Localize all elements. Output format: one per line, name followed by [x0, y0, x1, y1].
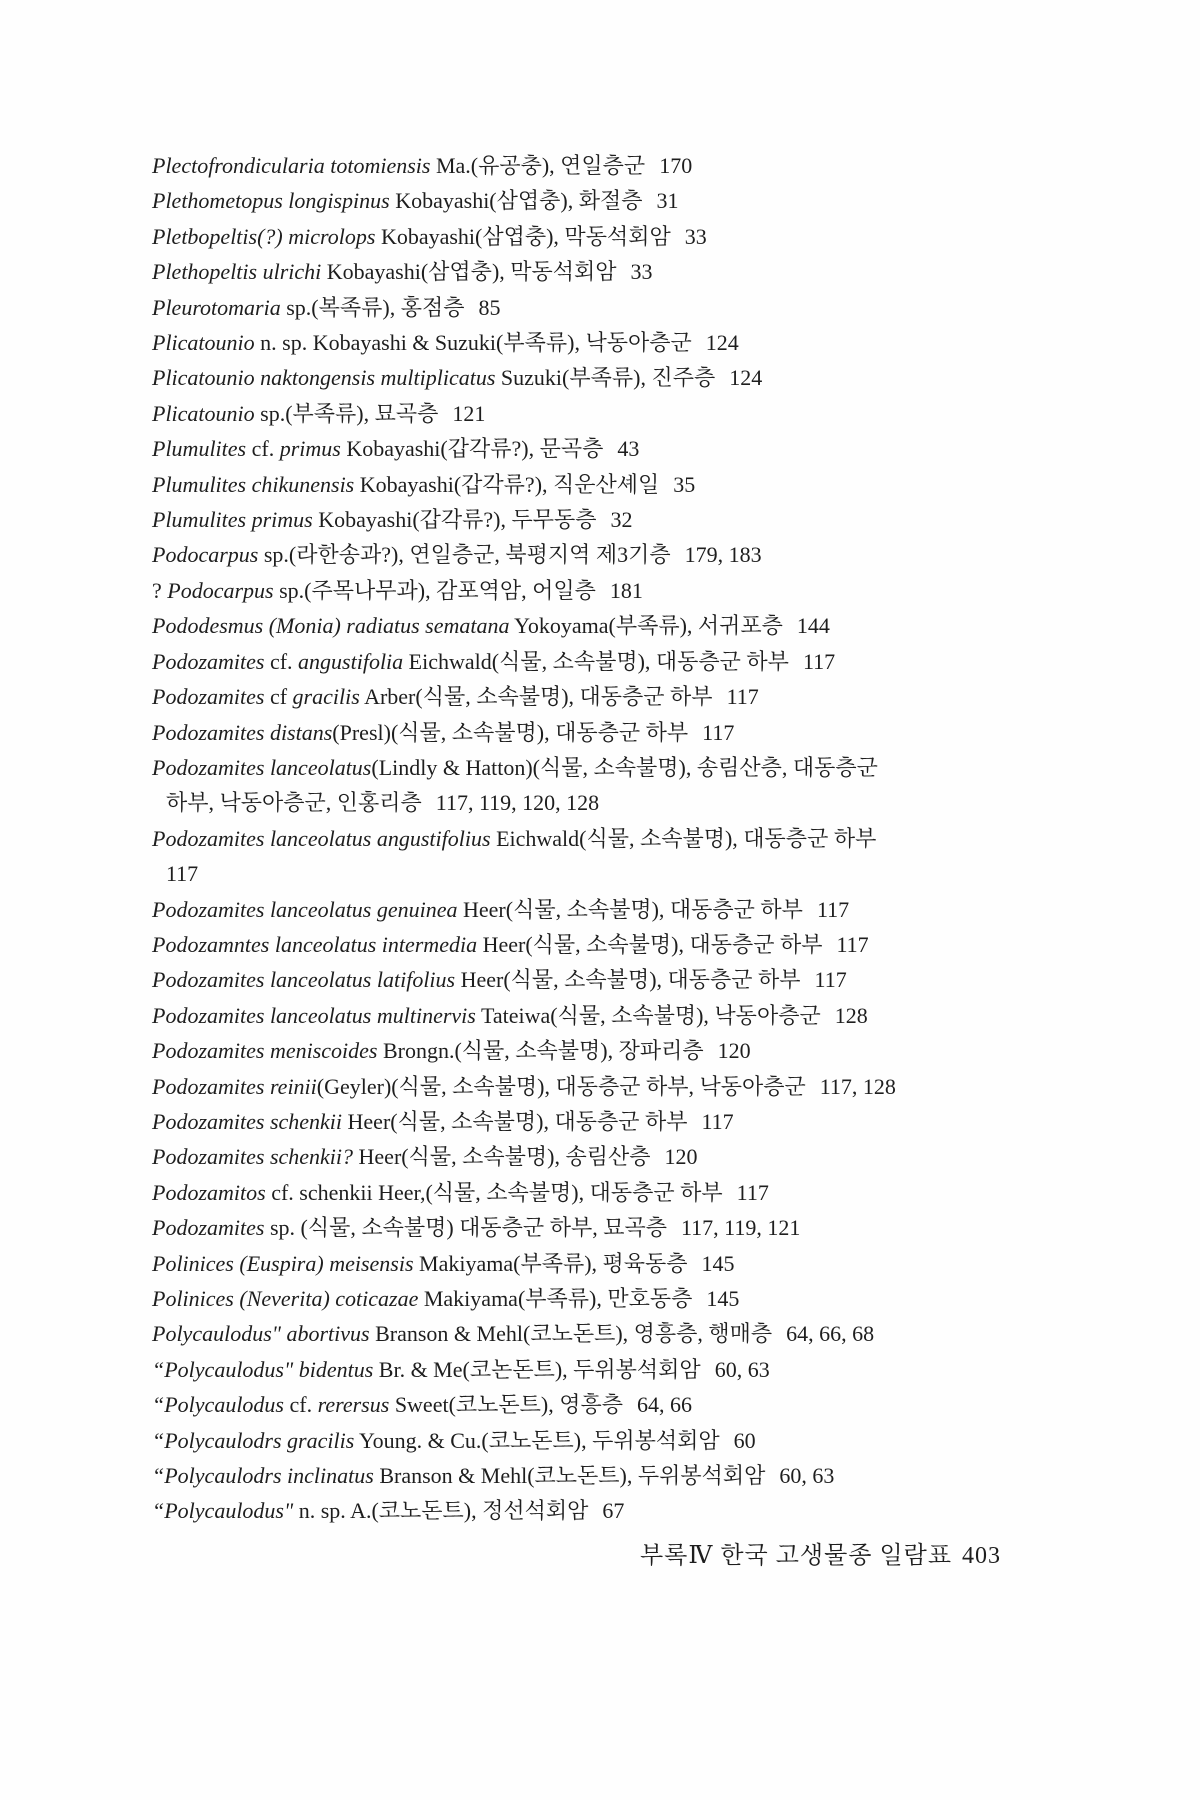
- index-entry: [152, 750, 1052, 821]
- species-name: Pleurotomaria: [152, 294, 281, 320]
- species-name: Plicatounio: [152, 400, 255, 426]
- page-refs: 64, 66, 68: [786, 1321, 875, 1347]
- entry-detail: cf.: [264, 648, 299, 674]
- page-refs: 124: [729, 365, 763, 391]
- species-name: “Polycaulodus": [152, 1498, 294, 1524]
- species-name: Podozamites meniscoides: [152, 1038, 378, 1064]
- index-entry: [152, 1033, 1052, 1068]
- index-entry: [152, 715, 1052, 750]
- index-entry: [152, 679, 1052, 714]
- entry-detail-2: Kobayashi(갑각류?), 문곡층: [340, 436, 604, 462]
- entry-detail: (Lindly & Hatton)(식물, 소속불명), 송림산층, 대동층군: [371, 754, 878, 780]
- page-refs: 85: [478, 294, 501, 320]
- page-refs: 145: [706, 1286, 740, 1311]
- species-name: “Polycaulodrs gracilis: [152, 1427, 355, 1453]
- species-name: Plumulites chikunensis: [152, 471, 355, 497]
- index-entry: [152, 148, 1052, 183]
- index-entry: [152, 573, 1052, 608]
- entry-detail: n. sp. A.(코노돈트), 정선석회암: [293, 1498, 589, 1524]
- species-epithet: gracilis: [292, 684, 360, 710]
- page-refs: 120: [717, 1038, 751, 1064]
- index-entry: [152, 998, 1052, 1033]
- index-entry: [152, 1281, 1052, 1316]
- species-name: “Polycaulodrs inclinatus: [152, 1463, 374, 1489]
- index-entry: [152, 1104, 1052, 1139]
- entry-detail: cf: [264, 684, 293, 710]
- page-footer: [640, 1535, 1001, 1570]
- continuation-text: 하부, 낙동아층군, 인홍리층: [166, 790, 422, 816]
- entry-detail: sp.(복족류), 홍점층: [280, 294, 465, 320]
- index-entry: [152, 1423, 1052, 1458]
- page-refs: 117, 119, 120, 128: [435, 790, 600, 816]
- entry-detail: Ma.(유공충), 연일층군: [430, 153, 646, 178]
- species-name: Podocarpus: [167, 577, 274, 603]
- index-entries: [152, 148, 1052, 1529]
- entry-detail: Makiyama(부족류), 만호동층: [418, 1286, 693, 1311]
- index-entry: [152, 608, 1052, 643]
- page-refs: 31: [656, 188, 679, 214]
- index-entry: [152, 1139, 1052, 1174]
- index-entry: [152, 290, 1052, 325]
- page-refs: 117, 119, 121: [680, 1215, 801, 1241]
- entry-detail-2: Sweet(코노돈트), 영흥층: [389, 1392, 623, 1418]
- entry-detail: Heer(식물, 소속불명), 대동층군 하부: [457, 896, 803, 922]
- page-refs: 60, 63: [714, 1356, 770, 1382]
- species-name: Plumulites primus: [152, 507, 313, 533]
- species-epithet: rerersus: [317, 1392, 390, 1418]
- index-entry: [152, 962, 1052, 997]
- page-refs: 64, 66: [637, 1392, 692, 1418]
- entry-detail: Suzuki(부족류), 진주층: [495, 365, 716, 391]
- entry-detail: Heer(식물, 소속불명), 대동층군 하부: [342, 1108, 688, 1134]
- index-entry: [152, 325, 1052, 360]
- species-name: Podozamites: [152, 648, 265, 674]
- page-number: 403: [962, 1543, 1001, 1569]
- entry-detail: Brongn.(식물, 소속불명), 장파리층: [377, 1038, 704, 1064]
- index-entry: [152, 1246, 1052, 1281]
- page-refs: 117: [702, 719, 735, 745]
- species-name: Podozamites reinii: [152, 1073, 317, 1099]
- page-refs: 124: [705, 330, 739, 356]
- page-refs: 60, 63: [779, 1463, 835, 1489]
- entry-detail: sp.(라한송과?), 연일층군, 북평지역 제3기층: [258, 542, 671, 568]
- entry-detail: Kobayashi(갑각류?), 직운산셰일: [354, 471, 660, 497]
- entry-detail: sp.(주목나무과), 감포역암, 어일층: [273, 577, 596, 603]
- entry-prefix: ?: [152, 577, 168, 603]
- page-refs: 67: [602, 1498, 625, 1524]
- entry-detail: Heer(식물, 소속불명), 송림산층: [353, 1144, 651, 1170]
- species-name: Polinices (Euspira) meisensis: [152, 1250, 414, 1276]
- page-refs: 179, 183: [684, 542, 762, 568]
- entry-continuation: [152, 856, 1052, 891]
- species-name: “Polycaulodus" bidentus: [152, 1356, 374, 1382]
- species-name: Podozamites lanceolatus latifolius: [152, 967, 456, 993]
- page-refs: 181: [609, 577, 643, 603]
- entry-detail: cf.: [284, 1392, 318, 1418]
- species-name: Polinices (Neverita) coticazae: [152, 1286, 419, 1311]
- index-entry: [152, 1387, 1052, 1422]
- index-entry: [152, 183, 1052, 218]
- footer-title: 부록Ⅳ 한국 고생물종 일람표: [640, 1543, 952, 1569]
- species-name: Podozamites lanceolatus genuinea: [152, 896, 458, 922]
- entry-detail: Heer(식물, 소속불명), 대동층군 하부: [477, 931, 823, 957]
- species-epithet: primus: [279, 436, 341, 462]
- index-entry: [152, 1352, 1052, 1387]
- species-name: Podocarpus: [152, 542, 259, 568]
- index-entry: [152, 644, 1052, 679]
- species-name: Plumulites: [152, 436, 247, 462]
- species-name: Plethometopus longispinus: [152, 188, 390, 214]
- entry-detail: Kobayashi(삼엽충), 막동석회암: [321, 259, 617, 285]
- entry-detail: Yokoyama(부족류), 서귀포층: [509, 613, 783, 639]
- entry-detail: cf. schenkii Heer,(식물, 소속불명), 대동층군 하부: [265, 1179, 723, 1205]
- entry-detail: Br. & Me(코논돈트), 두위봉석회암: [373, 1356, 701, 1382]
- page-refs: 121: [452, 400, 486, 426]
- page-refs: 32: [610, 507, 633, 533]
- species-name: Plethopeltis ulrichi: [152, 259, 322, 285]
- entry-detail: Kobayashi(삼엽충), 막동석회암: [375, 223, 671, 249]
- page-refs: 144: [796, 613, 830, 639]
- page-refs: 117: [701, 1108, 734, 1134]
- species-name: Podozamites distans: [152, 719, 333, 745]
- entry-detail-2: Eichwald(식물, 소속불명), 대동층군 하부: [403, 648, 789, 674]
- species-name: Podozamntes lanceolatus intermedia: [152, 931, 478, 957]
- page-refs: 117: [736, 1179, 769, 1205]
- index-entry: [152, 821, 1052, 892]
- page-refs: 60: [733, 1427, 756, 1453]
- entry-detail: Tateiwa(식물, 소속불명), 낙동아층군: [475, 1002, 821, 1028]
- species-name: Podozamites schenkii?: [152, 1144, 354, 1170]
- species-name: Plectofrondicularia totomiensis: [152, 153, 431, 178]
- index-entry: [152, 360, 1052, 395]
- page-refs: 120: [664, 1144, 698, 1170]
- index-entry: [152, 431, 1052, 466]
- index-entry: [152, 467, 1052, 502]
- page-refs: 170: [659, 153, 693, 178]
- entry-continuation: [152, 785, 1052, 820]
- species-name: Podozamites: [152, 684, 265, 710]
- entry-detail: (Presl)(식물, 소속불명), 대동층군 하부: [332, 719, 689, 745]
- index-entry: [152, 537, 1052, 572]
- species-name: Podozamitos: [152, 1179, 266, 1205]
- entry-detail: Branson & Mehl(코노돈트), 영흥층, 행매층: [369, 1321, 773, 1347]
- species-name: Plicatounio: [152, 330, 255, 356]
- entry-detail: Eichwald(식물, 소속불명), 대동층군 하부: [490, 825, 877, 851]
- species-epithet: angustifolia: [298, 648, 404, 674]
- page-refs: 117: [836, 931, 869, 957]
- entry-detail: sp.(부족류), 묘곡층: [254, 400, 439, 426]
- species-name: Pletbopeltis(?) microlops: [152, 223, 376, 249]
- entry-detail: sp. (식물, 소속불명) 대동층군 하부, 묘곡층: [264, 1215, 667, 1241]
- index-entry: [152, 927, 1052, 962]
- index-entry: [152, 1458, 1052, 1493]
- index-entry: [152, 219, 1052, 254]
- species-name: Podozamites lanceolatus multinervis: [152, 1002, 476, 1028]
- page-refs: 117: [816, 896, 850, 922]
- entry-detail-2: Arber(식물, 소속불명), 대동층군 하부: [359, 684, 713, 710]
- entry-detail: Kobayashi(갑각류?), 두무동층: [312, 507, 597, 533]
- index-entry: [152, 1210, 1052, 1245]
- index-entry: [152, 1493, 1052, 1528]
- page-refs: 128: [834, 1002, 868, 1028]
- page-refs: 145: [701, 1250, 735, 1276]
- page-refs: 117: [726, 684, 759, 710]
- entry-detail: n. sp. Kobayashi & Suzuki(부족류), 낙동아층군: [254, 330, 692, 356]
- entry-detail: Branson & Mehl(코노돈트), 두위봉석회암: [373, 1463, 766, 1489]
- index-entry: [152, 1316, 1052, 1351]
- page-refs: 117, 128: [819, 1073, 896, 1099]
- entry-detail: Young. & Cu.(코노돈트), 두위봉석회암: [354, 1427, 720, 1453]
- species-name: Pododesmus (Monia) radiatus sematana: [152, 613, 510, 639]
- page-refs: 33: [630, 259, 653, 285]
- species-name: Podozamites schenkii: [152, 1108, 343, 1134]
- species-name: Plicatounio naktongensis multiplicatus: [152, 365, 496, 391]
- page-refs: 43: [617, 436, 640, 462]
- entry-detail: cf.: [246, 436, 280, 462]
- entry-detail: (Geyler)(식물, 소속불명), 대동층군 하부, 낙동아층군: [316, 1073, 806, 1099]
- index-entry: [152, 1175, 1052, 1210]
- index-entry: [152, 1069, 1052, 1104]
- entry-detail: Kobayashi(삼엽충), 화절층: [389, 188, 643, 214]
- species-name: Podozamites: [152, 1215, 265, 1241]
- species-name: Polycaulodus" abortivus: [152, 1321, 370, 1347]
- index-entry: [152, 892, 1052, 927]
- index-entry: [152, 254, 1052, 289]
- species-name: Podozamites lanceolatus: [152, 754, 372, 780]
- page-refs: 117: [802, 648, 836, 674]
- species-name: “Polycaulodus: [152, 1392, 284, 1418]
- page-refs: 35: [673, 471, 696, 497]
- page-refs: 33: [684, 223, 707, 249]
- index-entry: [152, 396, 1052, 431]
- entry-detail: Heer(식물, 소속불명), 대동층군 하부: [455, 967, 801, 993]
- species-name: Podozamites lanceolatus angustifolius: [152, 825, 491, 851]
- index-entry: [152, 502, 1052, 537]
- page-refs: 117: [166, 861, 199, 887]
- entry-detail: Makiyama(부족류), 평육동층: [413, 1250, 688, 1276]
- page-refs: 117: [814, 967, 847, 993]
